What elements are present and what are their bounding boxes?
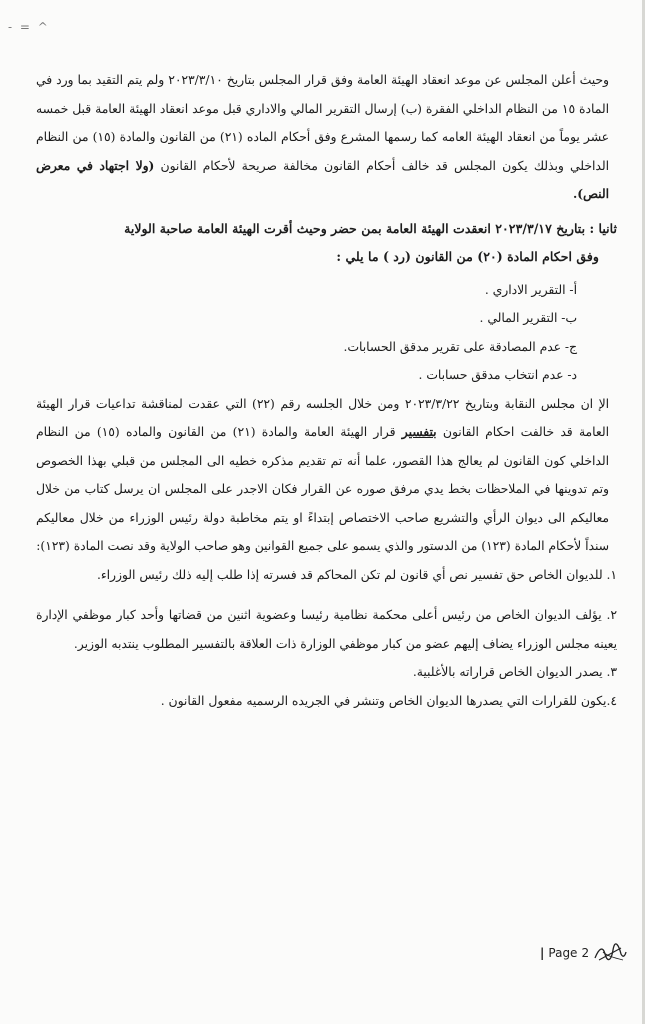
numbered-item: ٣. يصدر الديوان الخاص قراراته بالأغلبية. [412,665,617,679]
page-footer [540,942,627,964]
paragraph-two [36,390,617,561]
paragraph-two-after: قرار الهيئة العامة والمادة (٢١) من القانون والماده (١٥) من النظام الداخلي كون القانون لم يعالج هذا القصور، علما أنه تم تقديم مذكره خطيه الى المجلس من قبلي بهذا الخصوص وتم تدوينها في الملاحظات بخط يدي مرفق صوره عن القرار فكان الاجدر على المجلس ان يرسل كتاب من خلال معاليكم الى ديوان الرأي والتشريع صاحب الاختصاص إبتداءً او يتم مخاطبة دولة رئيس الوزراء من خلال معاليكم سنداً لأحكام المادة (١٢٣) من الدستور والذي يسمو على جميع القوانين وهو صاحب الولاية وقد نصت المادة (١٢٣): [36,425,609,553]
paragraph-one-bold: (ولا اجتهاد في معرض النص). [36,157,609,201]
article-123-list [36,561,617,716]
edge-mark: - = ^ [8,20,50,34]
letter-body [36,66,617,715]
list-item: أ- التقرير الاداري . [484,282,577,297]
page-number: 2 [581,946,590,960]
list-item: ب- التقرير المالي . [479,311,577,325]
list-item: د- عدم انتخاب مدقق حسابات . [418,368,577,382]
signature-icon [593,942,627,964]
paragraph-one-text: وحيث أعلن المجلس عن موعد انعقاد الهيئة العامة وفق قرار المجلس بتاريخ ٢٠٢٣/٣/١٠ ولم يتم التقيد بما ورد في المادة ١٥ من النظام الداخلي الفقرة (ب) إرسال التقرير المالي والاداري قبل موعد انعقاد الهيئة العامة قبل خمسه عشر يوماً من انعقاد الهيئة العامه كما رسمها المشرع وفق أحكام الماده (٢١) من القانون والمادة (١٥) من النظام الداخلي وبذلك يكون المجلس قد خالف أحكام القانون مخالفة صريحة لأحكام القانون [36,73,610,173]
section-two [36,215,617,272]
section-two-subheading: وفق احكام المادة (٢٠) من القانون (رد ) ما يلي : [336,249,599,264]
paragraph-two-emphasis: بتفسير [401,424,437,439]
list-item: ج- عدم المصادقة على تقرير مدقق الحسابات. [343,339,577,354]
numbered-item: ٢. يؤلف الديوان الخاص من رئيس أعلى محكمة نظامية رئيسا وعضوية اثنين من قضاتها وأحد كبار موظفي الإدارة يعينه مجلس الوزراء يضاف إليهم عضو من كبار موظفي الوزارة ذات العلاقة بالتفسير المطلوب ينتدبه الوزير. [36,608,617,651]
paragraph-two-before: الإ ان مجلس النقابة وبتاريخ ٢٠٢٣/٣/٢٢ ومن خلال الجلسه رقم (٢٢) التي عقدت لمناقشة تداعيات قرار الهيئة العامة قد خالفت احكام القانون [36,396,610,439]
section-two-heading: ثانيا : بتاريخ ٢٠٢٣/٣/١٧ انعقدت الهيئة العامة بمن حضر وحيث أقرت الهيئة العامة صاحبة الولاية [124,220,617,236]
numbered-item: ١. للديوان الخاص حق تفسير نص أي قانون لم تكن المحاكم قد فسرته إذا طلب إليه ذلك رئيس الوزراء. [96,567,617,582]
paragraph-one [36,66,617,209]
decisions-list [36,276,617,390]
numbered-item: ٤.يكون للقرارات التي يصدرها الديوان الخاص وتنشر في الجريده الرسميه مفعول القانون . [160,693,617,708]
footer-bar: | [540,946,545,960]
page-label: Page [548,946,578,960]
